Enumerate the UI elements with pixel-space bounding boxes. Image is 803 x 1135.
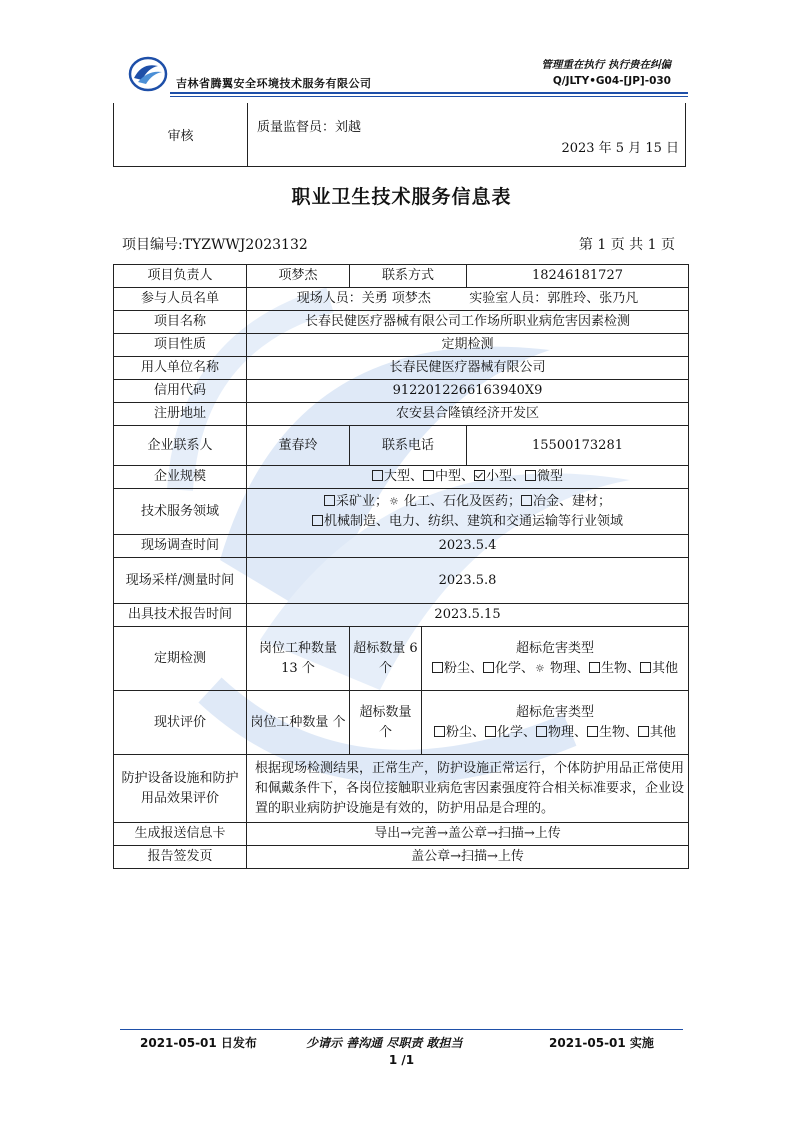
cell-label: 现场采样/测量时间 [114,558,247,604]
status-post-count: 岗位工种数量 个 [247,691,350,755]
option-label: 生物、 [599,724,639,740]
lab-staff: 实验室人员：郭胜玲、张乃凡 [469,291,639,306]
checkbox-biological [589,662,600,673]
checkbox-mining [324,495,335,506]
checkbox-other [638,726,649,737]
cell-label: 用人单位名称 [114,357,247,380]
option-label: 物理、 [545,660,590,676]
contact-number: 18246181727 [467,265,689,288]
survey-time: 2023.5.4 [247,535,689,558]
project-number: 项目编号:TYZWWJ2023132 [122,237,308,253]
checkbox-other [640,662,651,673]
table-row [114,357,689,380]
cell-label: 参与人员名单 [114,288,247,311]
option-label: 大型、 [383,469,423,484]
review-label: 审核 [114,103,248,166]
checkbox-large [372,470,383,481]
cell-label: 联系方式 [350,265,467,288]
hazard-type-title: 超标危害类型 [516,704,595,720]
checkbox-dust [432,662,443,673]
table-row [114,311,689,334]
checkbox-physical [536,726,547,737]
field-staff: 现场人员：关勇 项梦杰 [296,291,431,306]
cell-label: 现状评价 [114,691,247,755]
option-label: 冶金、建材； [533,493,612,509]
table-row [114,288,689,311]
table-row [114,334,689,357]
cell-label: 联系电话 [350,426,467,466]
periodic-hazard-types [422,627,689,691]
scale-options [247,466,689,489]
header-divider [170,92,688,94]
table-row [114,489,689,535]
signoff-steps: 盖公章→扫描→上传 [247,846,689,869]
cell-label: 企业联系人 [114,426,247,466]
table-row [114,691,689,755]
cell-label: 防护设备设施和防护用品效果评价 [114,755,247,823]
table-row [114,846,689,869]
option-label: 小型、 [486,469,526,484]
option-label: 生物、 [601,660,641,676]
footer-slogan: 少请示 善沟通 尽职责 敢担当 [306,1036,463,1050]
release-date: 2021-05-01 日发布 [140,1036,257,1050]
checkbox-small-checked [474,470,485,481]
project-name: 长春民健医疗器械有限公司工作场所职业病危害因素检测 [247,311,689,334]
checkbox-biological [587,726,598,737]
page-title: 职业卫生技术服务信息表 [291,186,512,208]
cell-label: 报告签发页 [114,846,247,869]
info-card-steps: 导出→完善→盖公章→扫描→上传 [247,823,689,846]
report-time: 2023.5.15 [247,604,689,627]
status-exceed-count: 超标数量 个 [350,691,422,755]
document-code: Q/JLTY•G04-[JP]-030 [552,75,671,87]
sun-mark-icon: ☼ [389,494,399,508]
option-label: 化工、石化及医药； [399,493,522,509]
effective-date: 2021-05-01 实施 [549,1036,654,1050]
registered-address: 农安县合隆镇经济开发区 [247,403,689,426]
cell-label: 注册地址 [114,403,247,426]
cell-label: 项目性质 [114,334,247,357]
table-row [114,823,689,846]
page-number: 1 /1 [388,1053,415,1067]
cell-label: 出具技术报告时间 [114,604,247,627]
periodic-exceed-count: 超标数量 6 个 [350,627,422,691]
employer-name: 长春民健医疗器械有限公司 [247,357,689,380]
checkbox-dust [434,726,445,737]
footer-divider [120,1029,683,1030]
cell-label: 技术服务领域 [114,489,247,535]
header-divider-thin [170,96,688,97]
header-motto: 管理重在执行 执行贵在纠偏 [541,59,671,71]
checkbox-manufacturing [312,515,323,526]
hazard-type-title: 超标危害类型 [516,640,595,656]
option-label: 物理、 [548,724,588,740]
cell-label: 现场调查时间 [114,535,247,558]
option-label: 其他 [650,724,677,740]
table-row [114,466,689,489]
option-label: 粉尘、 [443,660,483,676]
cell-label: 企业规模 [114,466,247,489]
checkbox-chemical [483,662,494,673]
company-logo [128,56,168,92]
members-cell [247,288,689,311]
protection-evaluation: 根据现场检测结果，正常生产，防护设施正常运行，个体防护用品正常使用和佩戴条件下，各岗位接触职业病危害因素强度符合相关标准要求，企业设置的职业病防护设施是有效的，防护用品是合理的。 [247,755,689,823]
cell-label: 定期检测 [114,627,247,691]
table-row [114,627,689,691]
option-label: 粉尘、 [445,724,485,740]
table-row [114,380,689,403]
project-leader: 项梦杰 [247,265,350,288]
table-row [114,755,689,823]
checkbox-micro [525,470,536,481]
sampling-time: 2023.5.8 [247,558,689,604]
option-label: 机械制造、电力、纺织、建筑和交通运输等行业领域 [324,513,624,529]
table-row [114,426,689,466]
cell-label: 信用代码 [114,380,247,403]
table-row [114,265,689,288]
table-row [114,558,689,604]
checkbox-metallurgy [521,495,532,506]
page-info: 第 1 页 共 1 页 [578,237,675,253]
company-name: 吉林省腾翼安全环境技术服务有限公司 [176,77,372,90]
sun-mark-icon: ☼ [535,661,545,675]
quality-supervisor: 质量监督员：刘越 [257,120,362,135]
company-contact: 董春玲 [247,426,350,466]
table-row [114,535,689,558]
option-label: 中型、 [434,469,474,484]
option-label: 其他 [652,660,679,676]
table-row [114,403,689,426]
credit-code: 9122012266163940X9 [247,380,689,403]
cell-label: 生成报送信息卡 [114,823,247,846]
option-label: 化学、 [494,660,534,676]
service-field-options [247,489,689,535]
review-date: 2023 年 5 月 15 日 [561,141,679,156]
table-row [114,604,689,627]
option-label: 采矿业； [335,493,388,509]
checkbox-chemical [485,726,496,737]
review-box [113,103,686,167]
checkbox-medium [423,470,434,481]
info-table [113,264,688,869]
project-nature: 定期检测 [247,334,689,357]
cell-label: 项目名称 [114,311,247,334]
option-label: 化学、 [496,724,536,740]
phone-number: 15500173281 [467,426,689,466]
cell-label: 项目负责人 [114,265,247,288]
option-label: 微型 [537,469,564,484]
status-hazard-types [422,691,689,755]
periodic-post-count: 岗位工种数量 13 个 [247,627,350,691]
